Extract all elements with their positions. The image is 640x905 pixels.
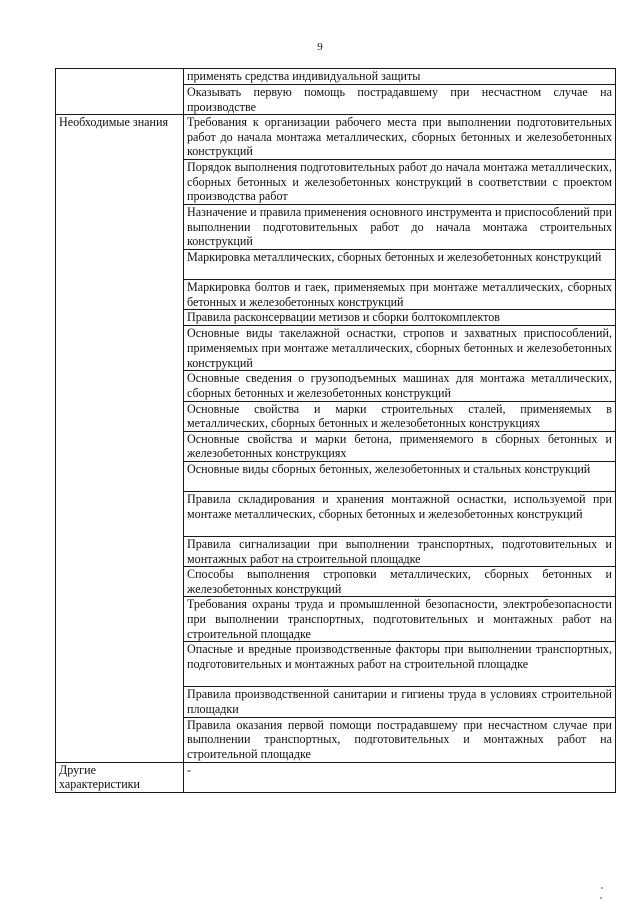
knowledge-label: Необходимые знания: [56, 115, 184, 762]
prev-section-label-cell: [56, 69, 184, 115]
skill-item: применять средства индивидуальной защиты: [184, 69, 616, 85]
knowledge-item: Маркировка болтов и гаек, применяемых при монтаже металлических, сборных бетонных и железобетонных конструкций: [184, 280, 616, 310]
knowledge-item: Основные свойства и марки строительных сталей, применяемых в металлических, сборных бетонных и железобетонных конструкциях: [184, 401, 616, 431]
knowledge-item: Основные виды сборных бетонных, железобетонных и стальных конструкций: [184, 461, 616, 491]
knowledge-item: Правила оказания первой помощи пострадавшему при несчастном случае при выполнении транспортных, подготовительных и монтажных работ на строительной площадке: [184, 717, 616, 762]
knowledge-item: Правила расконсервации метизов и сборки болтокомплектов: [184, 310, 616, 326]
scan-speck: [600, 897, 602, 899]
scan-speck: [601, 887, 603, 889]
knowledge-item: Маркировка металлических, сборных бетонных и железобетонных конструкций: [184, 250, 616, 280]
table-row: [56, 69, 616, 85]
knowledge-item: Требования к организации рабочего места при выполнении подготовительных работ до начала монтажа металлических, сборных бетонных и железобетонных конструкций: [184, 115, 616, 160]
page-number: 9: [317, 41, 323, 53]
knowledge-item: Основные сведения о грузоподъемных машинах для монтажа металлических, сборных бетонных и железобетонных конструкций: [184, 371, 616, 401]
knowledge-item: Опасные и вредные производственные факторы при выполнении транспортных, подготовительных и монтажных работ на строительной площадке: [184, 642, 616, 687]
labor-functions-table: [55, 68, 616, 793]
knowledge-item: Правила складирования и хранения монтажной оснастки, используемой при монтаже металлических, сборных бетонных и железобетонных конструкций: [184, 491, 616, 536]
knowledge-item: Порядок выполнения подготовительных работ до начала монтажа металлических, сборных бетонных и железобетонных конструкций в соответствии с проектом производства работ: [184, 160, 616, 205]
knowledge-item: Способы выполнения строповки металлических, сборных бетонных и железобетонных конструкций: [184, 567, 616, 597]
knowledge-item: Основные свойства и марки бетона, применяемого в сборных бетонных и железобетонных конструкциях: [184, 431, 616, 461]
skill-item: Оказывать первую помощь пострадавшему при несчастном случае на производстве: [184, 85, 616, 115]
other-characteristics-label: Другие характеристики: [56, 762, 184, 792]
knowledge-item: Правила сигнализации при выполнении транспортных, подготовительных и монтажных работ на строительной площадке: [184, 536, 616, 566]
table-row: [56, 762, 616, 792]
knowledge-item: Назначение и правила применения основного инструмента и приспособлений при выполнении подготовительных работ до начала монтажа строительных конструкций: [184, 205, 616, 250]
knowledge-item: Основные виды такелажной оснастки, стропов и захватных приспособлений, применяемых при монтаже металлических, сборных бетонных и железобетонных конструкций: [184, 326, 616, 371]
knowledge-item: Правила производственной санитарии и гигиены труда в условиях строительной площадки: [184, 687, 616, 717]
knowledge-item: Требования охраны труда и промышленной безопасности, электробезопасности при выполнении транспортных, подготовительных и монтажных работ на строительной площадке: [184, 597, 616, 642]
other-characteristics-value: -: [184, 762, 616, 792]
table-row: [56, 115, 616, 160]
